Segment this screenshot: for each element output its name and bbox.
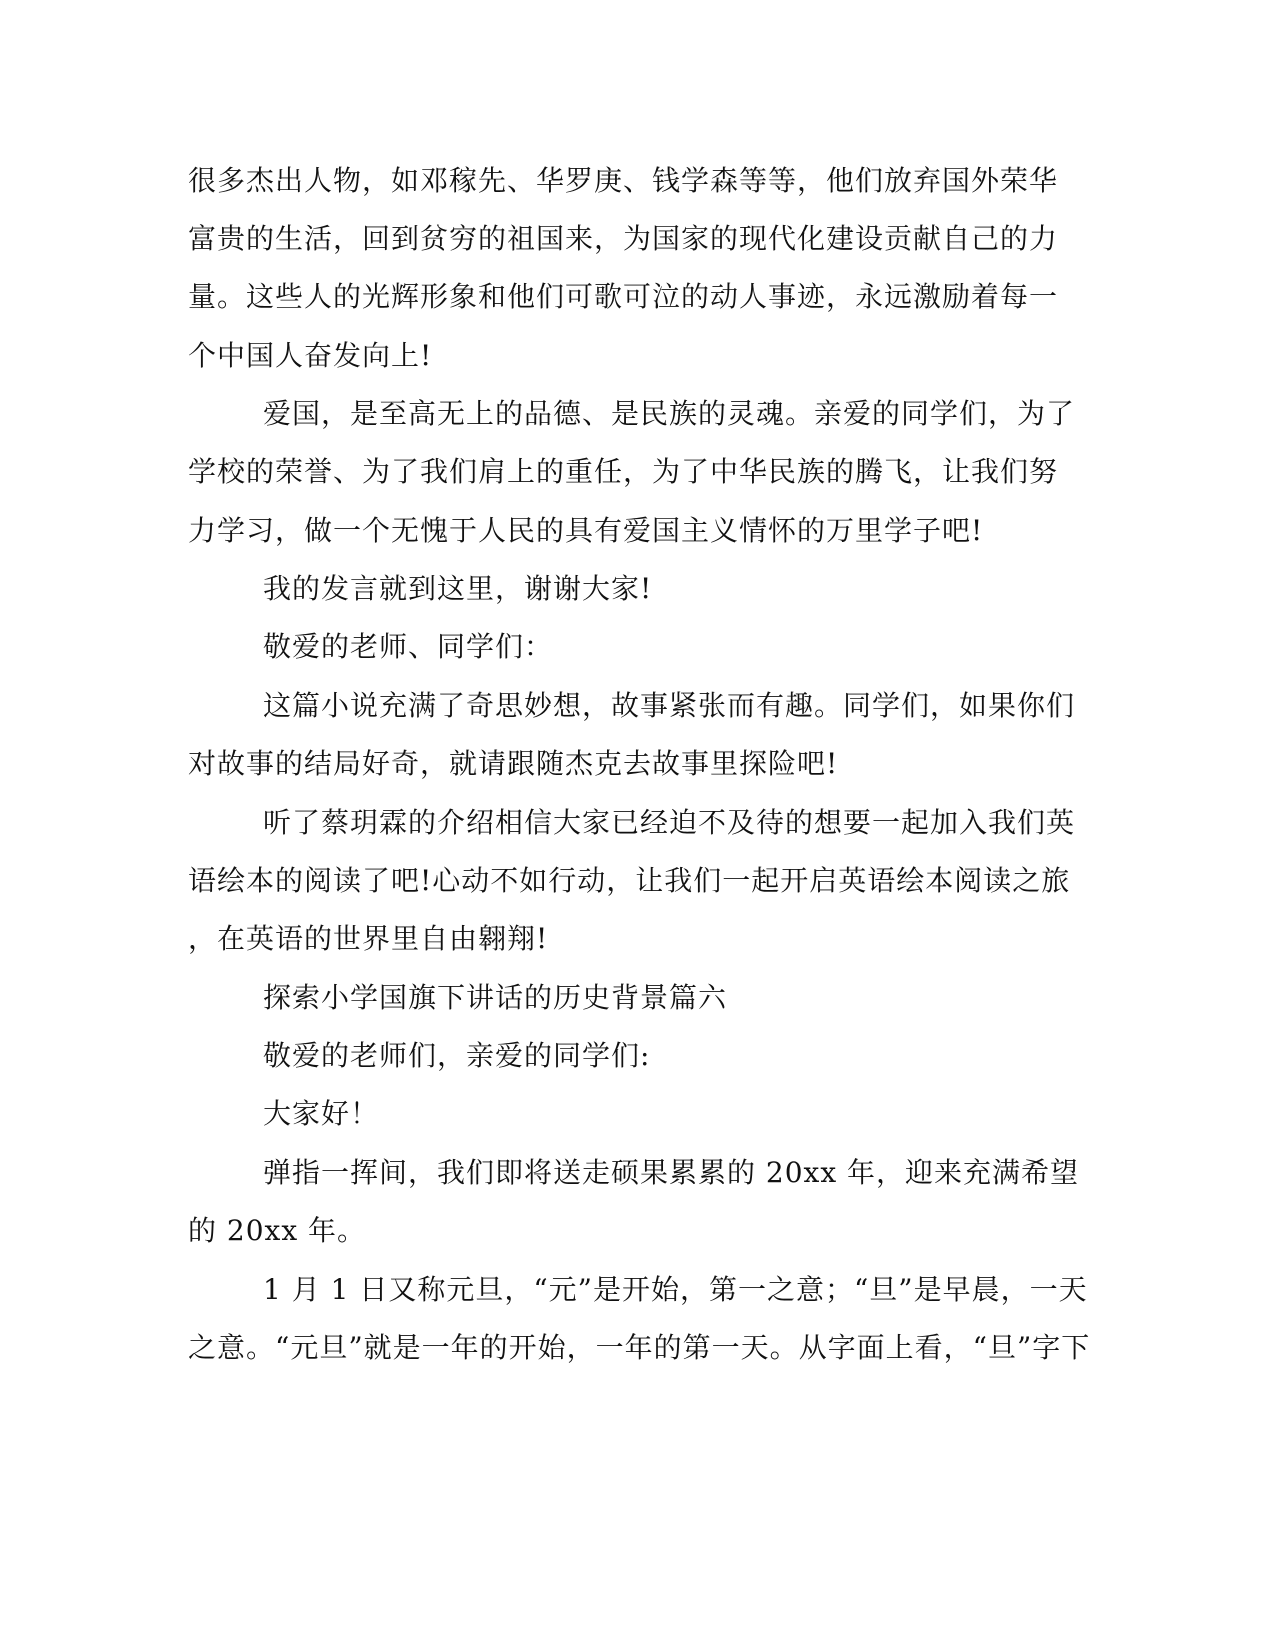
text-line: 量。这些人的光辉形象和他们可歌可泣的动人事迹，永远激励着每一	[188, 280, 1059, 313]
text-line: 之意。“元旦”就是一年的开始，一年的第一天。从字面上看，“旦”字下	[188, 1331, 1091, 1364]
closing-remark: 我的发言就到这里，谢谢大家!	[263, 572, 653, 605]
greeting: 大家好！	[263, 1097, 380, 1130]
text-line: 学校的荣誉、为了我们肩上的重任，为了中华民族的腾飞，让我们努	[188, 455, 1059, 488]
text-line: 个中国人奋发向上!	[188, 339, 433, 372]
paragraph-start: 弹指一挥间，我们即将送走硕果累累的 20xx 年，迎来充满希望	[263, 1156, 1080, 1189]
paragraph-start: 爱国，是至高无上的品德、是民族的灵魂。亲爱的同学们，为了	[263, 397, 1076, 430]
text-line: 对故事的结局好奇，就请跟随杰克去故事里探险吧!	[188, 747, 839, 780]
text-line: 很多杰出人物，如邓稼先、华罗庚、钱学森等等，他们放弃国外荣华	[188, 164, 1059, 197]
text-line: ，在英语的世界里自由翱翔!	[188, 922, 549, 955]
text-line: 语绘本的阅读了吧!心动不如行动，让我们一起开启英语绘本阅读之旅	[188, 864, 1071, 897]
paragraph-start: 1 月 1 日又称元旦，“元”是开始，第一之意；“旦”是早晨，一天	[263, 1273, 1088, 1306]
text-line: 力学习，做一个无愧于人民的具有爱国主义情怀的万里学子吧!	[188, 514, 984, 547]
salutation: 敬爱的老师、同学们：	[263, 630, 554, 663]
paragraph-start: 这篇小说充满了奇思妙想，故事紧张而有趣。同学们，如果你们	[263, 689, 1076, 722]
text-line: 富贵的生活，回到贫穷的祖国来，为国家的现代化建设贡献自己的力	[188, 222, 1059, 255]
section-heading: 探索小学国旗下讲话的历史背景篇六	[263, 981, 728, 1014]
paragraph-start: 听了蔡玥霖的介绍相信大家已经迫不及待的想要一起加入我们英	[263, 806, 1076, 839]
text-line: 的 20xx 年。	[188, 1214, 367, 1247]
salutation: 敬爱的老师们，亲爱的同学们:	[263, 1039, 651, 1072]
